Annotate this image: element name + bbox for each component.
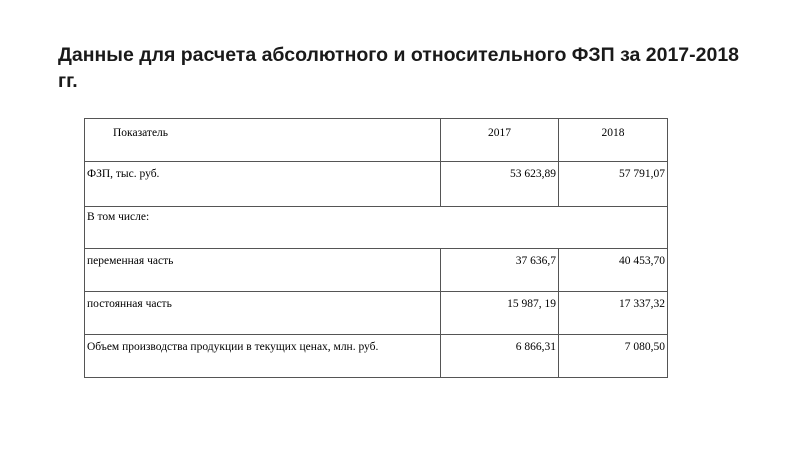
header-year-2018: 2018 (559, 119, 668, 162)
row-label: ФЗП, тыс. руб. (85, 162, 441, 207)
table-row (85, 249, 668, 292)
slide-title: Данные для расчета абсолютного и относительного ФЗП за 2017-2018 гг. (58, 44, 740, 92)
value-2018: 7 080,50 (559, 335, 668, 378)
table-row (85, 292, 668, 335)
value-2017: 6 866,31 (441, 335, 559, 378)
table-row (85, 335, 668, 378)
value-2018: 57 791,07 (559, 162, 668, 207)
value-2018: 40 453,70 (559, 249, 668, 292)
table-header-row (85, 119, 668, 162)
row-label: переменная часть (85, 249, 441, 292)
value-2017: 53 623,89 (441, 162, 559, 207)
row-label: В том числе: (85, 207, 668, 249)
row-label: Объем производства продукции в текущих ценах, млн. руб. (85, 335, 441, 378)
table-row (85, 162, 668, 207)
data-table (84, 118, 668, 378)
value-2017: 15 987, 19 (441, 292, 559, 335)
header-year-2017: 2017 (441, 119, 559, 162)
header-indicator: Показатель (85, 119, 441, 162)
table-row (85, 207, 668, 249)
value-2018: 17 337,32 (559, 292, 668, 335)
row-label: постоянная часть (85, 292, 441, 335)
value-2017: 37 636,7 (441, 249, 559, 292)
